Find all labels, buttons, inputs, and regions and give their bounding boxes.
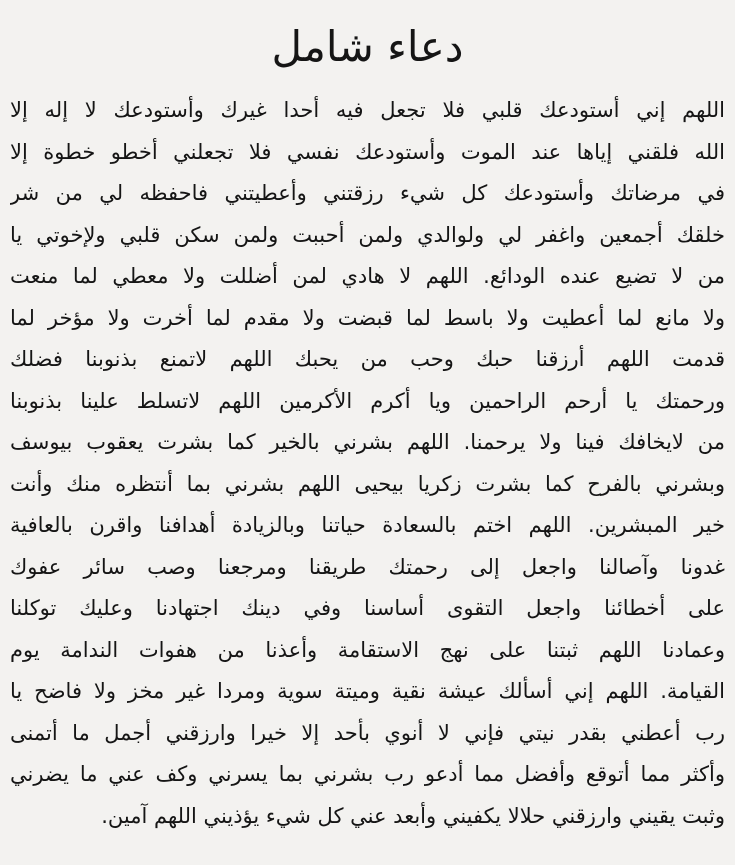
text-line: على أخطائنا واجعل التقوى أساسنا وفي دينك اجتهادنا وعليك توكلنا [10,596,725,620]
document-title: دعاء شامل [271,22,464,71]
text-line: ورحمتك يا أرحم الراحمين ويا أكرم الأكرمين اللهم لاتسلط علينا بذنوبنا [10,388,725,413]
text-line: الله فلقني إياها عند الموت وأستودعك نفسي فلا تجعلني أخطو خطوة إلا [10,139,725,164]
text-line: وبشرني بالفرح كما بشرت زكريا بيحيى اللهم بشرني بما أنتظره منك وأنت [10,471,725,496]
text-line: في مرضاتك وأستودعك كل شيء رزقتني وأعطيتني فاحفظه لي من شر [10,181,725,205]
text-line: غدونا وآصالنا واجعل إلى رحمتك طريقنا ومرجعنا وصب سائر عفوك [10,554,725,579]
text-line: قدمت اللهم أرزقنا حبك وحب من يحبك اللهم لاتمنع بذنوبنا فضلك [10,347,725,371]
text-line: وأكثر مما أتوقع وأفضل مما أدعو رب بشرني بما يسرني وكف عني ما يضرني [10,762,725,786]
text-line: ولا مانع لما أعطيت ولا باسط لما قبضت ولا مقدم لما أخرت ولا مؤخر لما [10,305,725,330]
text-line: خير المبشرين. اللهم اختم بالسعادة حياتنا وبالزيادة أهدافنا واقرن بالعافية [10,513,725,537]
text-line: من لايخافك فينا ولا يرحمنا. اللهم بشرني بالخير كما بشرت يعقوب بيوسف [10,430,725,454]
text-line: رب أعطني بقدر نيتي فإني لا أنوي بأحد إلا خيرا وارزقني أجمل ما أتمنى [10,720,725,745]
text-line: اللهم إني أستودعك قلبي فلا تجعل فيه أحدا غيرك وأستودعك لا إله إلا [10,98,725,122]
text-line: وعمادنا اللهم ثبتنا على نهج الاستقامة وأعذنا من هفوات الندامة يوم [10,637,725,662]
text-line: القيامة. اللهم إني أسألك عيشة نقية وميتة سوية ومردا غير مخز ولا فاضح يا [10,679,725,703]
text-line: خلقك أجمعين واغفر لي ولوالدي ولمن أحببت ولمن سكن قلبي ولإخوتي يا [10,222,725,247]
text-line: من لا تضيع عنده الودائع. اللهم لا هادي لمن أضللت ولا معطي لما منعت [10,264,725,288]
prayer-text [10,90,725,837]
text-line: وثبت يقيني وارزقني حلالا يكفيني وأبعد عني كل شيء يؤذيني اللهم آمين. [101,803,725,828]
